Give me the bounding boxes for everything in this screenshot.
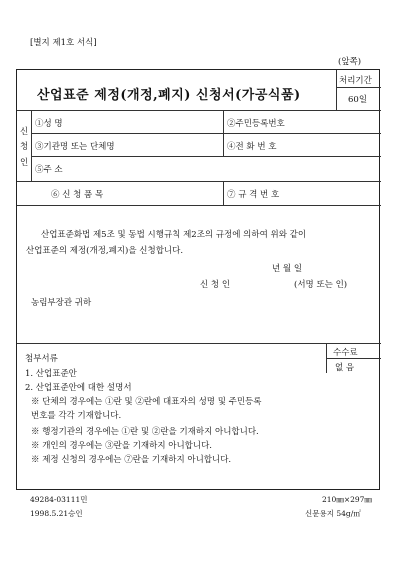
attachments-title: 첨부서류 bbox=[25, 354, 58, 364]
applicant-section-char-1: 신 bbox=[20, 127, 29, 137]
recipient-label: 농림부장관 귀하 bbox=[31, 298, 92, 308]
attachment-note: ※ 제정 신청의 경우에는 ⑦란을 기재하지 아니합니다. bbox=[31, 455, 232, 465]
attachment-note: ※ 개인의 경우에는 ③란을 기재하지 아니합니다. bbox=[31, 441, 213, 451]
paper-size: 210㎜×297㎜ bbox=[322, 495, 372, 504]
applicant-signature-label: 신 청 인 bbox=[200, 280, 231, 290]
form-code: 49284-03111민 bbox=[30, 495, 88, 504]
attachment-note: ※ 행정기관의 경우에는 ①란 및 ②란을 기재하지 아니합니다. bbox=[31, 427, 259, 437]
paper-type: 신문용지 54g/㎡ bbox=[305, 509, 361, 518]
signature-or-seal-label: (서명 또는 인) bbox=[294, 280, 348, 290]
spec-number-label: ⑦ 규 격 번 호 bbox=[227, 190, 280, 200]
front-side-label: (앞쪽) bbox=[338, 57, 362, 67]
statement-line-1: 산업표준화법 제5조 및 동법 시행규칙 제2조의 규정에 의하여 위와 같이 bbox=[41, 230, 307, 240]
processing-period-label: 처리기간 bbox=[339, 76, 372, 86]
form-number-label: [별지 제1호 서식] bbox=[30, 38, 97, 48]
processing-period-value: 60일 bbox=[348, 95, 368, 105]
attachment-note: ※ 단체의 경우에는 ①란 및 ②란에 대표자의 성명 및 주민등록 bbox=[31, 397, 262, 407]
fee-value: 없 음 bbox=[335, 363, 355, 373]
application-date: 년 월 일 bbox=[272, 264, 303, 274]
form-title: 산업표준 제정(개정,폐지) 신청서(가공식품) bbox=[37, 88, 301, 103]
organization-field-label: ③기관명 또는 단체명 bbox=[35, 142, 115, 152]
name-field-label: ①성 명 bbox=[35, 119, 63, 129]
attachment-item: 1. 산업표준안 bbox=[25, 369, 77, 379]
attachment-item: 2. 산업표준안에 대한 설명서 bbox=[25, 383, 132, 393]
resident-id-field-label: ②주민등록번호 bbox=[227, 119, 285, 129]
applicant-section-char-3: 인 bbox=[20, 158, 29, 168]
fee-label: 수수료 bbox=[333, 348, 358, 358]
application-form bbox=[16, 69, 380, 490]
address-field-label: ⑤주 소 bbox=[35, 165, 63, 175]
phone-field-label: ④전 화 번 호 bbox=[227, 142, 277, 152]
product-item-label: ⑥ 신 청 품 목 bbox=[51, 190, 104, 200]
attachment-note: 번호를 각각 기재합니다. bbox=[31, 411, 122, 421]
applicant-section-char-2: 청 bbox=[20, 142, 29, 152]
approval-date: 1998.5.21승인 bbox=[30, 509, 83, 518]
statement-line-2: 산업표준의 제정(개정,폐지)을 신청합니다. bbox=[26, 246, 184, 256]
